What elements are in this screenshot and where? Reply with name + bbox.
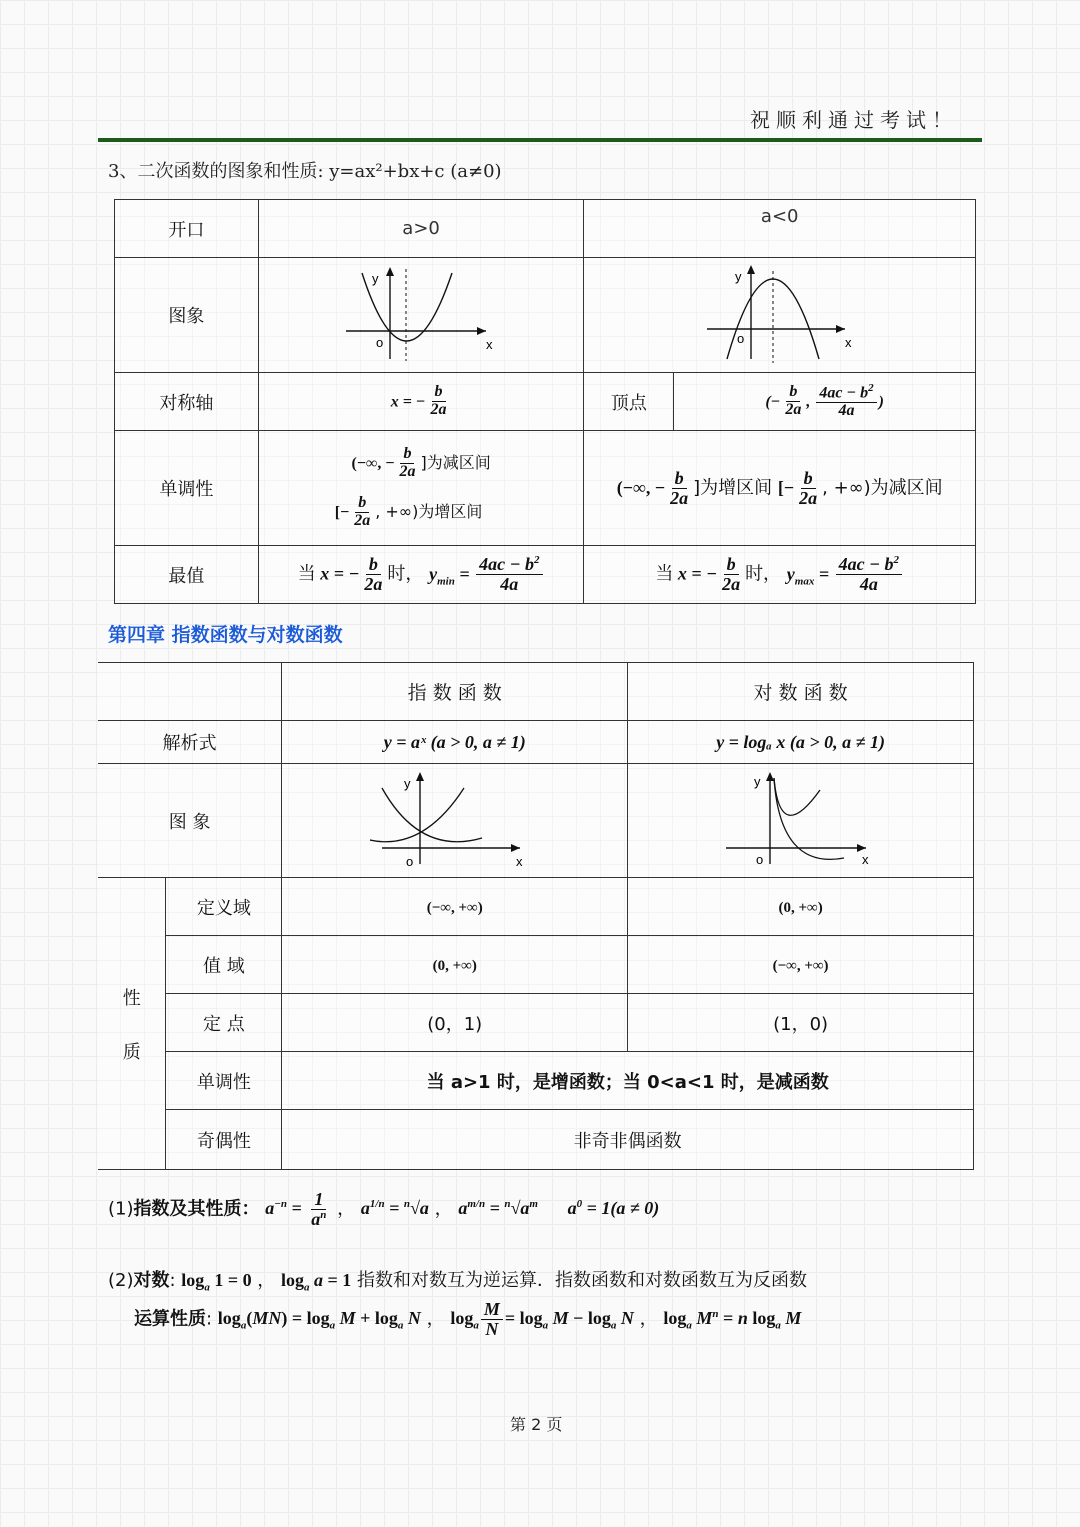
fixed-exp: (0，1) bbox=[282, 994, 628, 1052]
expr-exp: y = aˣ (a > 0, a ≠ 1) bbox=[282, 721, 628, 764]
domain-exp: (−∞, +∞) bbox=[282, 878, 628, 936]
col-header-log: 对 数 函 数 bbox=[628, 663, 974, 721]
axis-formula: x = − $\frac{b}{2a}$ bbox=[258, 373, 584, 431]
property-group-label: 性 质 bbox=[98, 878, 166, 1170]
svg-text:y: y bbox=[403, 776, 411, 791]
graph-parabola-down bbox=[584, 258, 976, 373]
svg-text:y: y bbox=[372, 270, 379, 286]
svg-text:x: x bbox=[844, 334, 852, 350]
row-label-domain: 定义域 bbox=[166, 878, 282, 936]
monotonic-neg: (−∞, − $\frac{b}{2a}$ ]为增区间 [− $\frac{b}{2a}$ , +∞)为减区间 bbox=[584, 431, 976, 546]
exp-log-table bbox=[98, 662, 974, 1170]
svg-text:x: x bbox=[486, 336, 493, 352]
fixed-log: (1，0) bbox=[628, 994, 974, 1052]
svg-text:y: y bbox=[753, 774, 761, 789]
graph-exponential bbox=[282, 764, 628, 878]
section-title-quadratic: 3、二次函数的图象和性质: y=ax²+bx+c (a≠0) bbox=[108, 161, 502, 182]
extreme-pos: 当 x = − $\frac{b}{2a}$ 时， $y_{min}$ = $\frac{4ac - b^2}{4a}$ bbox=[258, 546, 584, 604]
opening-pos: a>0 bbox=[258, 200, 584, 258]
row-label-graph2: 图 象 bbox=[98, 764, 282, 878]
extreme-neg: 当 x = − $\frac{b}{2a}$ 时， $y_{max}$ = $\frac{4ac - b^2}{4a}$ bbox=[584, 546, 976, 604]
note-exponent-properties: (1)指数及其性质： $a^{-n}$ = $\frac{1}{a^n}$ ， $a^{1/n} = ^n√a$ ， $a^{m/n} = ^n√a^m$ $a^0 = 1(a \ne 0)$ bbox=[108, 1189, 660, 1229]
svg-text:o: o bbox=[736, 330, 744, 346]
row-label-parity: 奇偶性 bbox=[166, 1110, 282, 1170]
page-number: 第 2 页 bbox=[510, 1415, 563, 1434]
quadratic-table bbox=[114, 199, 976, 604]
exponential-graphic bbox=[370, 766, 540, 870]
range-exp: (0, +∞) bbox=[282, 936, 628, 994]
expr-log: y = logₐ x (a > 0, a ≠ 1) bbox=[628, 721, 974, 764]
row-label-extreme: 最值 bbox=[115, 546, 259, 604]
range-log: (−∞, +∞) bbox=[628, 936, 974, 994]
svg-text:x: x bbox=[515, 854, 523, 869]
row-label-graph: 图象 bbox=[115, 258, 259, 373]
svg-text:x: x bbox=[861, 852, 869, 867]
vertex-label: 顶点 bbox=[584, 373, 674, 431]
row-label-axis: 对称轴 bbox=[115, 373, 259, 431]
parabola-down-graphic bbox=[695, 259, 865, 367]
row-label-fixed: 定 点 bbox=[166, 994, 282, 1052]
row-label-opening: 开口 bbox=[115, 200, 259, 258]
col-header-exp: 指 数 函 数 bbox=[282, 663, 628, 721]
opening-neg: a<0 bbox=[584, 200, 976, 258]
monotonic-pos: (−∞, − $\frac{b}{2a}$ ]为减区间 [− $\frac{b}{2a}$ , +∞)为增区间 bbox=[258, 431, 584, 546]
note-logarithm: (2)对数: $\log_a 1 = 0$ ， $\log_a a = 1$ 指数和对数互为逆运算．指数函数和对数函数互为反函数 bbox=[108, 1270, 808, 1294]
row-label-monotonic: 单调性 bbox=[115, 431, 259, 546]
svg-text:o: o bbox=[755, 852, 763, 867]
header-empty bbox=[98, 663, 282, 721]
svg-text:y: y bbox=[734, 268, 742, 284]
mono-text: 当 a>1 时，是增函数；当 0<a<1 时，是减函数 bbox=[282, 1052, 974, 1110]
header-divider bbox=[98, 138, 982, 142]
svg-text:o: o bbox=[376, 334, 384, 350]
vertex-formula: (− $\frac{b}{2a}$ , $\frac{4ac - b^2}{4a}$ ) bbox=[674, 373, 976, 431]
domain-log: (0, +∞) bbox=[628, 878, 974, 936]
row-label-range: 值 域 bbox=[166, 936, 282, 994]
graph-parabola-up bbox=[258, 258, 584, 373]
chapter4-title: 第四章 指数函数与对数函数 bbox=[108, 624, 343, 646]
note-log-operations: 运算性质: $\log_a(MN) = \log_a M + \log_a N$ ， $\log_a$ $\frac{M}{N}$ = $\log_a M - \log_a N$ ， $\log_a M^n = n$ $\log_a M$ bbox=[134, 1299, 802, 1339]
logarithm-graphic bbox=[716, 766, 886, 870]
parabola-up-graphic bbox=[336, 259, 506, 367]
row-label-mono: 单调性 bbox=[166, 1052, 282, 1110]
header-slogan: 祝顺利通过考试！ bbox=[750, 108, 958, 132]
graph-logarithm bbox=[628, 764, 974, 878]
row-label-expr: 解析式 bbox=[98, 721, 282, 764]
parity-text: 非奇非偶函数 bbox=[282, 1110, 974, 1170]
svg-text:o: o bbox=[405, 854, 413, 869]
